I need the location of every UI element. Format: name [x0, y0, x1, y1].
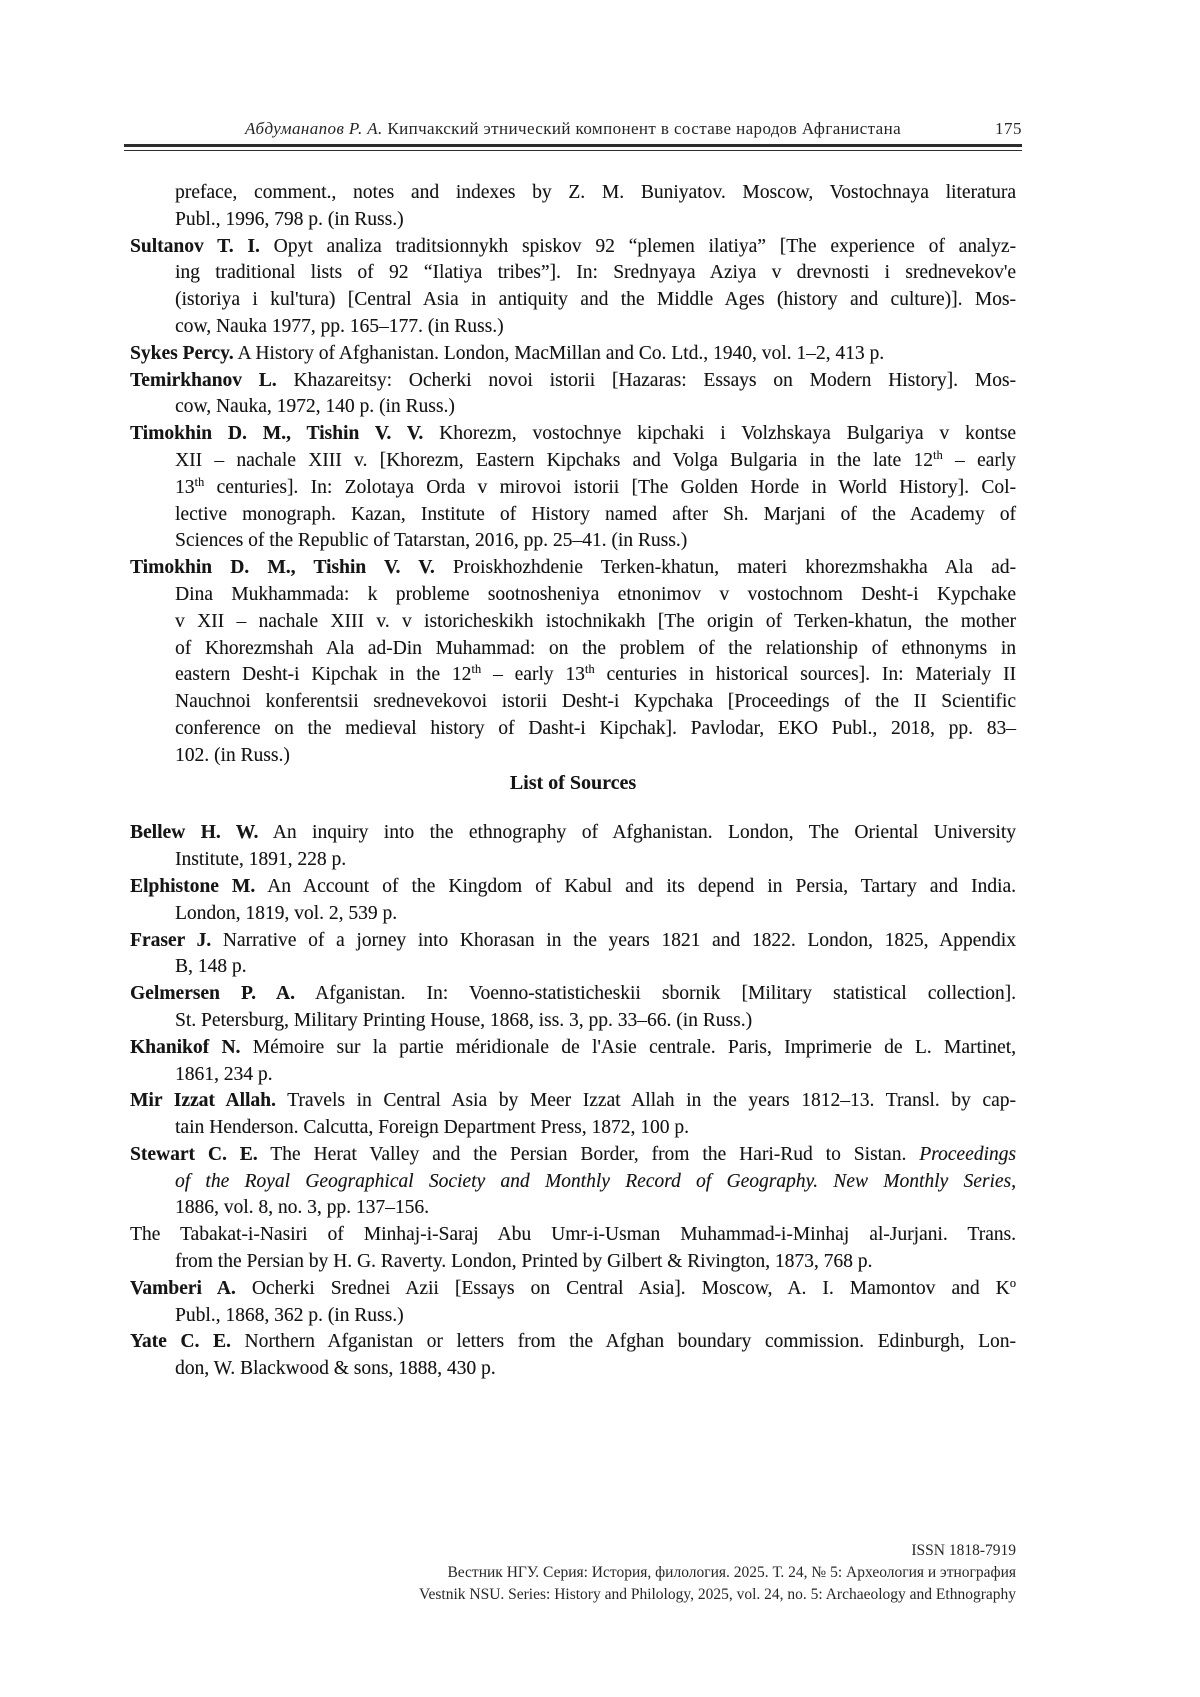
footer-journal-en: Vestnik NSU. Series: History and Philology, 2025, vol. 24, no. 5: Archaeology and Ethnography — [419, 1586, 1016, 1603]
text-line: Khanikof N. Mémoire sur la partie méridionale de l'Asie centrale. Paris, Imprimerie de L. Martinet, — [130, 1036, 1016, 1058]
text-line: 1861, 234 p. — [175, 1063, 273, 1085]
text-line: Sciences of the Republic of Tatarstan, 2016, pp. 25–41. (in Russ.) — [175, 530, 688, 552]
source-entry — [130, 820, 1016, 874]
running-head-rule — [124, 144, 1022, 151]
text-line: 102. (in Russ.) — [175, 744, 290, 766]
footer-issn: ISSN 1818-7919 — [911, 1542, 1016, 1559]
source-entry — [130, 981, 1016, 1035]
text-line: Nauchnoi konferentsii srednevekovoi istorii Desht-i Kypchaka [Proceedings of the II Scientific — [175, 691, 1016, 713]
text-line: Gelmersen P. A. Afganistan. In: Voenno-statisticheskii sbornik [Military statistical collection]. — [130, 983, 1016, 1005]
page-number: 175 — [995, 119, 1022, 138]
reference-entry — [130, 180, 1016, 234]
source-entry — [130, 1142, 1016, 1222]
text-line: ing traditional lists of 92 “Ilatiya tribes”]. In: Srednyaya Aziya v drevnosti i srednevekov'e — [175, 262, 1016, 284]
text-line: Vamberi A. Ocherki Srednei Azii [Essays on Central Asia]. Moscow, A. I. Mamontov and $K^o$ — [130, 1275, 1016, 1299]
text-line: Bellew H. W. An inquiry into the ethnography of Afghanistan. London, The Oriental University — [130, 822, 1016, 844]
text-line: lective monograph. Kazan, Institute of History named after Sh. Marjani of the Academy of — [175, 503, 1016, 525]
text-line: v XII – nachale XIII v. v istoricheskikh istochnikakh [The origin of Terken-khatun, the mother — [175, 610, 1016, 632]
page-footer — [419, 1540, 1016, 1606]
text-line: XII – nachale XIII v. [Khorezm, Eastern Kipchaks and Volga Bulgaria in the late 12th – early — [175, 447, 1016, 471]
text-line: Timokhin D. M., Tishin V. V. Khorezm, vostochnye kipchaki i Volzhskaya Bulgariya v kontse — [130, 423, 1016, 445]
text-line: from the Persian by H. G. Raverty. London, Printed by Gilbert & Rivington, 1873, 768 p. — [175, 1251, 873, 1273]
text-line: 13th centuries]. In: Zolotaya Orda v mirovoi istorii [The Golden Horde in World History]. Col- — [175, 474, 1016, 498]
source-entry — [130, 1276, 1016, 1330]
references-continued — [130, 180, 1016, 770]
reference-entry — [130, 555, 1016, 769]
text-line: Institute, 1891, 228 p. — [175, 849, 347, 871]
sources-list — [130, 820, 1016, 1383]
running-head — [124, 118, 1022, 140]
text-line: (istoriya i kul'tura) [Central Asia in antiquity and the Middle Ages (history and culture)]. Mos- — [175, 289, 1016, 311]
text-line: preface, comment., notes and indexes by Z. M. Buniyatov. Moscow, Vostochnaya literatura — [175, 182, 1016, 203]
running-head-author: Абдуманапов Р. А. — [244, 119, 383, 138]
text-line: tain Henderson. Calcutta, Foreign Department Press, 1872, 100 p. — [175, 1117, 689, 1139]
reference-entry — [130, 368, 1016, 422]
text-line: Mir Izzat Allah. Travels in Central Asia by Meer Izzat Allah in the years 1812–13. Transl. by cap- — [130, 1090, 1016, 1112]
source-entry — [130, 1329, 1016, 1383]
text-line: Sykes Percy. A History of Afghanistan. London, MacMillan and Co. Ltd., 1940, vol. 1–2, 413 p. — [130, 342, 885, 364]
text-line: Publ., 1868, 362 p. (in Russ.) — [175, 1304, 404, 1326]
source-entry — [130, 928, 1016, 982]
text-line: cow, Nauka 1977, pp. 165–177. (in Russ.) — [175, 315, 504, 337]
text-line: eastern Desht-i Kipchak in the 12th – early 13th centuries in historical sources]. In: Materialy II — [175, 662, 1016, 686]
text-line: of the Royal Geographical Society and Monthly Record of Geography. New Monthly Series, — [175, 1170, 1016, 1192]
list-of-sources-heading: List of Sources — [509, 771, 637, 794]
text-line: Publ., 1996, 798 p. (in Russ.) — [175, 208, 404, 230]
source-entry — [130, 1035, 1016, 1089]
text-line: Dina Mukhammada: k probleme sootnosheniya etnonimov v vostochnom Desht-i Kypchake — [175, 583, 1016, 605]
text-line: Sultanov T. I. Opyt analiza traditsionnykh spiskov 92 “plemen ilatiya” [The experience of analyz- — [130, 235, 1016, 257]
source-entry — [130, 1088, 1016, 1142]
text-line: B, 148 p. — [175, 956, 247, 978]
text-line: conference on the medieval history of Dasht-i Kipchak]. Pavlodar, EKO Publ., 2018, pp. 83– — [175, 717, 1016, 739]
source-entry — [130, 874, 1016, 928]
text-line: cow, Nauka, 1972, 140 p. (in Russ.) — [175, 396, 455, 418]
text-line: Temirkhanov L. Khazareitsy: Ocherki novoi istorii [Hazaras: Essays on Modern History]. Mos- — [130, 369, 1016, 391]
text-line: Elphistone M. An Account of the Kingdom of Kabul and its depend in Persia, Tartary and India. — [130, 875, 1016, 897]
text-line: London, 1819, vol. 2, 539 p. — [175, 902, 398, 924]
text-line: 1886, vol. 8, no. 3, pp. 137–156. — [175, 1197, 430, 1219]
running-head-title: Кипчакский этнический компонент в составе народов Афганистана — [382, 119, 902, 138]
source-entry — [130, 1222, 1016, 1276]
text-line: St. Petersburg, Military Printing House, 1868, iss. 3, pp. 33–66. (in Russ.) — [175, 1009, 753, 1031]
text-line: Timokhin D. M., Tishin V. V. Proiskhozhdenie Terken-khatun, materi khorezmshakha Ala ad- — [130, 557, 1017, 579]
text-line: of Khorezmshah Ala ad-Din Muhammad: on the problem of the relationship of ethnonyms in — [175, 637, 1016, 659]
text-line: The Tabakat-i-Nasiri of Minhaj-i-Saraj Abu Umr-i-Usman Muhammad-i-Minhaj al-Jurjani. Trans. — [130, 1224, 1016, 1246]
reference-entry — [130, 341, 1016, 368]
text-line: Stewart C. E. The Herat Valley and the Persian Border, from the Hari-Rud to Sistan. Proceedings — [130, 1143, 1016, 1165]
reference-entry — [130, 234, 1016, 341]
text-line: Fraser J. Narrative of a jorney into Khorasan in the years 1821 and 1822. London, 1825, Appendix — [130, 929, 1016, 951]
text-line: don, W. Blackwood & sons, 1888, 430 p. — [175, 1358, 496, 1380]
text-line: Yate C. E. Northern Afganistan or letters from the Afghan boundary commission. Edinburgh, Lon- — [130, 1331, 1016, 1353]
reference-entry — [130, 421, 1016, 555]
text-column — [130, 180, 1016, 1383]
footer-journal-ru: Вестник НГУ. Серия: История, филология. 2025. Т. 24, № 5: Археология и этнография — [447, 1564, 1016, 1581]
